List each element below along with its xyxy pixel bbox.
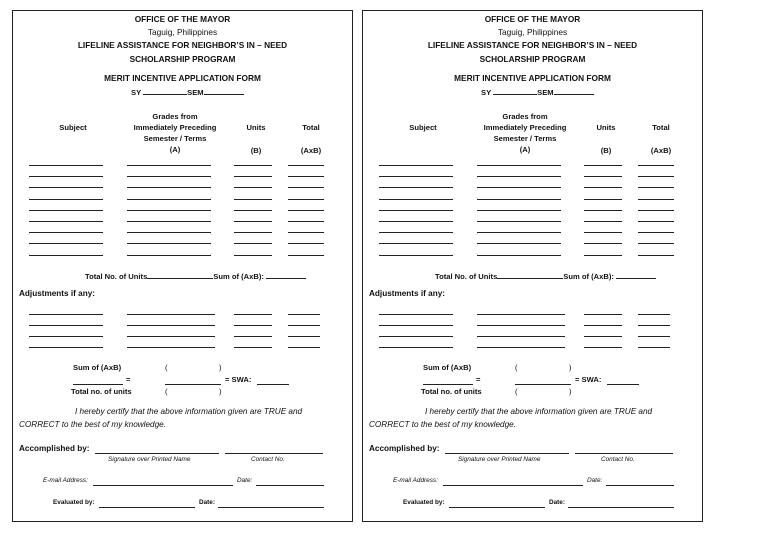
- subject-blank-line[interactable]: [379, 347, 453, 348]
- units-blank-line[interactable]: [234, 199, 272, 200]
- sum-axb-blank[interactable]: [423, 384, 473, 385]
- subject-blank-line[interactable]: [379, 210, 453, 211]
- grade-blank-line[interactable]: [477, 187, 561, 188]
- city-line: Taguig, Philippines: [497, 27, 568, 37]
- units-blank-line[interactable]: [584, 199, 622, 200]
- units-blank-line[interactable]: [584, 176, 622, 177]
- contact-caption: Contact No.: [601, 456, 635, 463]
- col-total-sub: (AxB): [650, 146, 672, 155]
- total-blank-line[interactable]: [288, 243, 324, 244]
- evaluated-label: Evaluated by:: [403, 499, 445, 506]
- certify-line-1: I hereby certify that the above information given are TRUE and: [425, 407, 653, 416]
- grade-blank-line[interactable]: [127, 165, 211, 166]
- certify-line-2: CORRECT to the best of my knowledge.: [19, 420, 166, 429]
- total-blank-line[interactable]: [638, 243, 674, 244]
- units-blank-line[interactable]: [234, 187, 272, 188]
- total-blank-line[interactable]: [288, 255, 324, 256]
- total-blank-line[interactable]: [638, 314, 670, 315]
- col-grades: Grades from Immediately Preceding Semester / Terms (A): [483, 112, 567, 154]
- subject-blank-line[interactable]: [379, 187, 453, 188]
- evaluated-blank[interactable]: [449, 507, 545, 508]
- subject-blank-line[interactable]: [379, 232, 453, 233]
- email-label: E-mail Address:: [43, 477, 88, 484]
- form-title: MERIT INCENTIVE APPLICATION FORM: [454, 73, 611, 83]
- sem-label: SEM: [187, 88, 204, 97]
- total-blank-line[interactable]: [288, 199, 324, 200]
- grade-blank-line[interactable]: [477, 210, 561, 211]
- signature-blank[interactable]: [445, 453, 569, 454]
- grade-blank-line[interactable]: [127, 347, 215, 348]
- units-blank-line[interactable]: [234, 176, 272, 177]
- units-blank-line[interactable]: [584, 347, 622, 348]
- col-total: Total: [302, 123, 320, 132]
- subject-blank-line[interactable]: [379, 199, 453, 200]
- col-subject: Subject: [409, 123, 437, 132]
- subject-blank-line[interactable]: [29, 221, 103, 222]
- subject-blank-line[interactable]: [379, 221, 453, 222]
- program-line-1: LIFELINE ASSISTANCE FOR NEIGHBOR’S IN – NEED: [427, 40, 638, 50]
- swa-blank[interactable]: [607, 384, 639, 385]
- paren-open-bottom: (: [515, 387, 518, 396]
- total-blank-line[interactable]: [288, 210, 324, 211]
- grade-blank-line[interactable]: [127, 210, 211, 211]
- total-units-row[interactable]: Total No. of Units Sum of (AxB):: [435, 270, 656, 281]
- swa-label: = SWA:: [575, 375, 602, 384]
- paren-open-top: (: [165, 363, 168, 372]
- sy-label: SY: [481, 88, 491, 97]
- subject-blank-line[interactable]: [29, 210, 103, 211]
- evaluated-date-blank[interactable]: [218, 507, 324, 508]
- grade-blank-line[interactable]: [477, 232, 561, 233]
- grade-blank-line[interactable]: [127, 176, 211, 177]
- grade-blank-line[interactable]: [127, 325, 215, 326]
- total-blank-line[interactable]: [638, 232, 674, 233]
- grade-blank-line[interactable]: [127, 255, 211, 256]
- fraction-blank[interactable]: [165, 384, 221, 385]
- grade-blank-line[interactable]: [477, 243, 561, 244]
- total-blank-line[interactable]: [638, 221, 674, 222]
- application-form-left: [12, 10, 353, 522]
- total-units-row[interactable]: Total No. of Units Sum of (AxB):: [85, 270, 306, 281]
- col-units: Units: [596, 123, 616, 132]
- sum-axb-blank[interactable]: [73, 384, 123, 385]
- office-title: OFFICE OF THE MAYOR: [484, 14, 581, 24]
- units-blank-line[interactable]: [584, 255, 622, 256]
- units-blank-line[interactable]: [234, 325, 272, 326]
- grade-blank-line[interactable]: [477, 255, 561, 256]
- units-blank-line[interactable]: [234, 210, 272, 211]
- paren-open-bottom: (: [165, 387, 168, 396]
- evaluated-date-blank[interactable]: [568, 507, 674, 508]
- grade-blank-line[interactable]: [127, 221, 211, 222]
- paren-close-top: ): [569, 363, 572, 372]
- subject-blank-line[interactable]: [379, 165, 453, 166]
- city-line: Taguig, Philippines: [147, 27, 218, 37]
- paren-open-top: (: [515, 363, 518, 372]
- program-line-2: SCHOLARSHIP PROGRAM: [479, 54, 586, 64]
- total-blank-line[interactable]: [288, 165, 324, 166]
- total-blank-line[interactable]: [288, 325, 320, 326]
- total-blank-line[interactable]: [288, 314, 320, 315]
- units-blank-line[interactable]: [234, 165, 272, 166]
- subject-blank-line[interactable]: [379, 314, 453, 315]
- total-blank-line[interactable]: [638, 199, 674, 200]
- evaluated-blank[interactable]: [99, 507, 195, 508]
- total-blank-line[interactable]: [638, 347, 670, 348]
- accomplished-label: Accomplished by:: [19, 444, 90, 453]
- date-blank[interactable]: [256, 485, 324, 486]
- grade-blank-line[interactable]: [477, 176, 561, 177]
- total-blank-line[interactable]: [638, 325, 670, 326]
- units-blank-line[interactable]: [234, 221, 272, 222]
- units-blank-line[interactable]: [584, 210, 622, 211]
- subject-blank-line[interactable]: [29, 336, 103, 337]
- total-blank-line[interactable]: [638, 165, 674, 166]
- signature-caption: Signature over Printed Name: [108, 456, 191, 463]
- total-blank-line[interactable]: [638, 210, 674, 211]
- total-blank-line[interactable]: [288, 232, 324, 233]
- fraction-blank[interactable]: [515, 384, 571, 385]
- subject-blank-line[interactable]: [29, 232, 103, 233]
- sum-axb-label: Sum of (AxB): [73, 363, 122, 372]
- equals-sign: =: [476, 375, 481, 384]
- grade-blank-line[interactable]: [477, 325, 565, 326]
- paren-close-top: ): [219, 363, 222, 372]
- sy-label: SY: [131, 88, 141, 97]
- col-total-sub: (AxB): [300, 146, 322, 155]
- adjustments-label: Adjustments if any:: [369, 289, 445, 298]
- subject-blank-line[interactable]: [29, 255, 103, 256]
- paren-close-bottom: ): [569, 387, 572, 396]
- subject-blank-line[interactable]: [29, 199, 103, 200]
- units-blank-line[interactable]: [234, 336, 272, 337]
- grade-blank-line[interactable]: [127, 187, 211, 188]
- sum-axb-label: Sum of (AxB): [423, 363, 472, 372]
- sem-label: SEM: [537, 88, 554, 97]
- grade-blank-line[interactable]: [477, 199, 561, 200]
- col-units: Units: [246, 123, 266, 132]
- grade-blank-line[interactable]: [127, 314, 215, 315]
- signature-blank[interactable]: [95, 453, 219, 454]
- subject-blank-line[interactable]: [29, 187, 103, 188]
- contact-blank[interactable]: [225, 453, 323, 454]
- units-blank-line[interactable]: [584, 232, 622, 233]
- units-blank-line[interactable]: [584, 325, 622, 326]
- col-total: Total: [652, 123, 670, 132]
- office-title: OFFICE OF THE MAYOR: [134, 14, 231, 24]
- contact-caption: Contact No.: [251, 456, 285, 463]
- evaluated-date-label: Date:: [199, 499, 215, 506]
- grade-blank-line[interactable]: [127, 232, 211, 233]
- equals-sign: =: [126, 375, 131, 384]
- swa-label: = SWA:: [225, 375, 252, 384]
- subject-blank-line[interactable]: [29, 314, 103, 315]
- units-blank-line[interactable]: [584, 314, 622, 315]
- grade-blank-line[interactable]: [477, 347, 565, 348]
- col-grades: Grades from Immediately Preceding Semester / Terms (A): [133, 112, 217, 154]
- units-blank-line[interactable]: [234, 255, 272, 256]
- units-blank-line[interactable]: [584, 243, 622, 244]
- units-blank-line[interactable]: [584, 336, 622, 337]
- subject-blank-line[interactable]: [29, 347, 103, 348]
- subject-blank-line[interactable]: [29, 165, 103, 166]
- units-blank-line[interactable]: [234, 347, 272, 348]
- grade-blank-line[interactable]: [477, 221, 561, 222]
- application-form-right: [362, 10, 703, 522]
- certify-line-1: I hereby certify that the above information given are TRUE and: [75, 407, 303, 416]
- signature-caption: Signature over Printed Name: [458, 456, 541, 463]
- program-line-2: SCHOLARSHIP PROGRAM: [129, 54, 236, 64]
- total-blank-line[interactable]: [288, 187, 324, 188]
- total-blank-line[interactable]: [638, 176, 674, 177]
- grade-blank-line[interactable]: [127, 336, 215, 337]
- subject-blank-line[interactable]: [29, 243, 103, 244]
- total-no-units-label: Total no. of units: [71, 387, 132, 396]
- email-label: E-mail Address:: [393, 477, 438, 484]
- subject-blank-line[interactable]: [379, 255, 453, 256]
- date-blank[interactable]: [606, 485, 674, 486]
- total-blank-line[interactable]: [288, 221, 324, 222]
- sy-field[interactable]: [131, 86, 244, 97]
- evaluated-date-label: Date:: [549, 499, 565, 506]
- total-blank-line[interactable]: [638, 336, 670, 337]
- col-units-sub: (B): [600, 146, 612, 155]
- subject-blank-line[interactable]: [379, 243, 453, 244]
- total-blank-line[interactable]: [288, 176, 324, 177]
- sy-field[interactable]: [481, 86, 594, 97]
- col-subject: Subject: [59, 123, 87, 132]
- total-blank-line[interactable]: [638, 255, 674, 256]
- units-blank-line[interactable]: [584, 221, 622, 222]
- grade-blank-line[interactable]: [477, 165, 561, 166]
- subject-blank-line[interactable]: [379, 176, 453, 177]
- grade-blank-line[interactable]: [477, 336, 565, 337]
- date-label: Date:: [237, 477, 253, 484]
- total-blank-line[interactable]: [638, 187, 674, 188]
- col-units-sub: (B): [250, 146, 262, 155]
- grade-blank-line[interactable]: [127, 199, 211, 200]
- program-line-1: LIFELINE ASSISTANCE FOR NEIGHBOR’S IN – NEED: [77, 40, 288, 50]
- units-blank-line[interactable]: [584, 187, 622, 188]
- total-blank-line[interactable]: [288, 347, 320, 348]
- units-blank-line[interactable]: [234, 243, 272, 244]
- certify-line-2: CORRECT to the best of my knowledge.: [369, 420, 516, 429]
- subject-blank-line[interactable]: [379, 336, 453, 337]
- accomplished-label: Accomplished by:: [369, 444, 440, 453]
- email-blank[interactable]: [443, 485, 583, 486]
- date-label: Date:: [587, 477, 603, 484]
- paren-close-bottom: ): [219, 387, 222, 396]
- total-no-units-label: Total no. of units: [421, 387, 482, 396]
- adjustments-label: Adjustments if any:: [19, 289, 95, 298]
- subject-blank-line[interactable]: [29, 176, 103, 177]
- units-blank-line[interactable]: [234, 314, 272, 315]
- grade-blank-line[interactable]: [477, 314, 565, 315]
- subject-blank-line[interactable]: [379, 325, 453, 326]
- units-blank-line[interactable]: [234, 232, 272, 233]
- contact-blank[interactable]: [575, 453, 673, 454]
- swa-blank[interactable]: [257, 384, 289, 385]
- email-blank[interactable]: [93, 485, 233, 486]
- subject-blank-line[interactable]: [29, 325, 103, 326]
- form-title: MERIT INCENTIVE APPLICATION FORM: [104, 73, 261, 83]
- total-blank-line[interactable]: [288, 336, 320, 337]
- evaluated-label: Evaluated by:: [53, 499, 95, 506]
- units-blank-line[interactable]: [584, 165, 622, 166]
- grade-blank-line[interactable]: [127, 243, 211, 244]
